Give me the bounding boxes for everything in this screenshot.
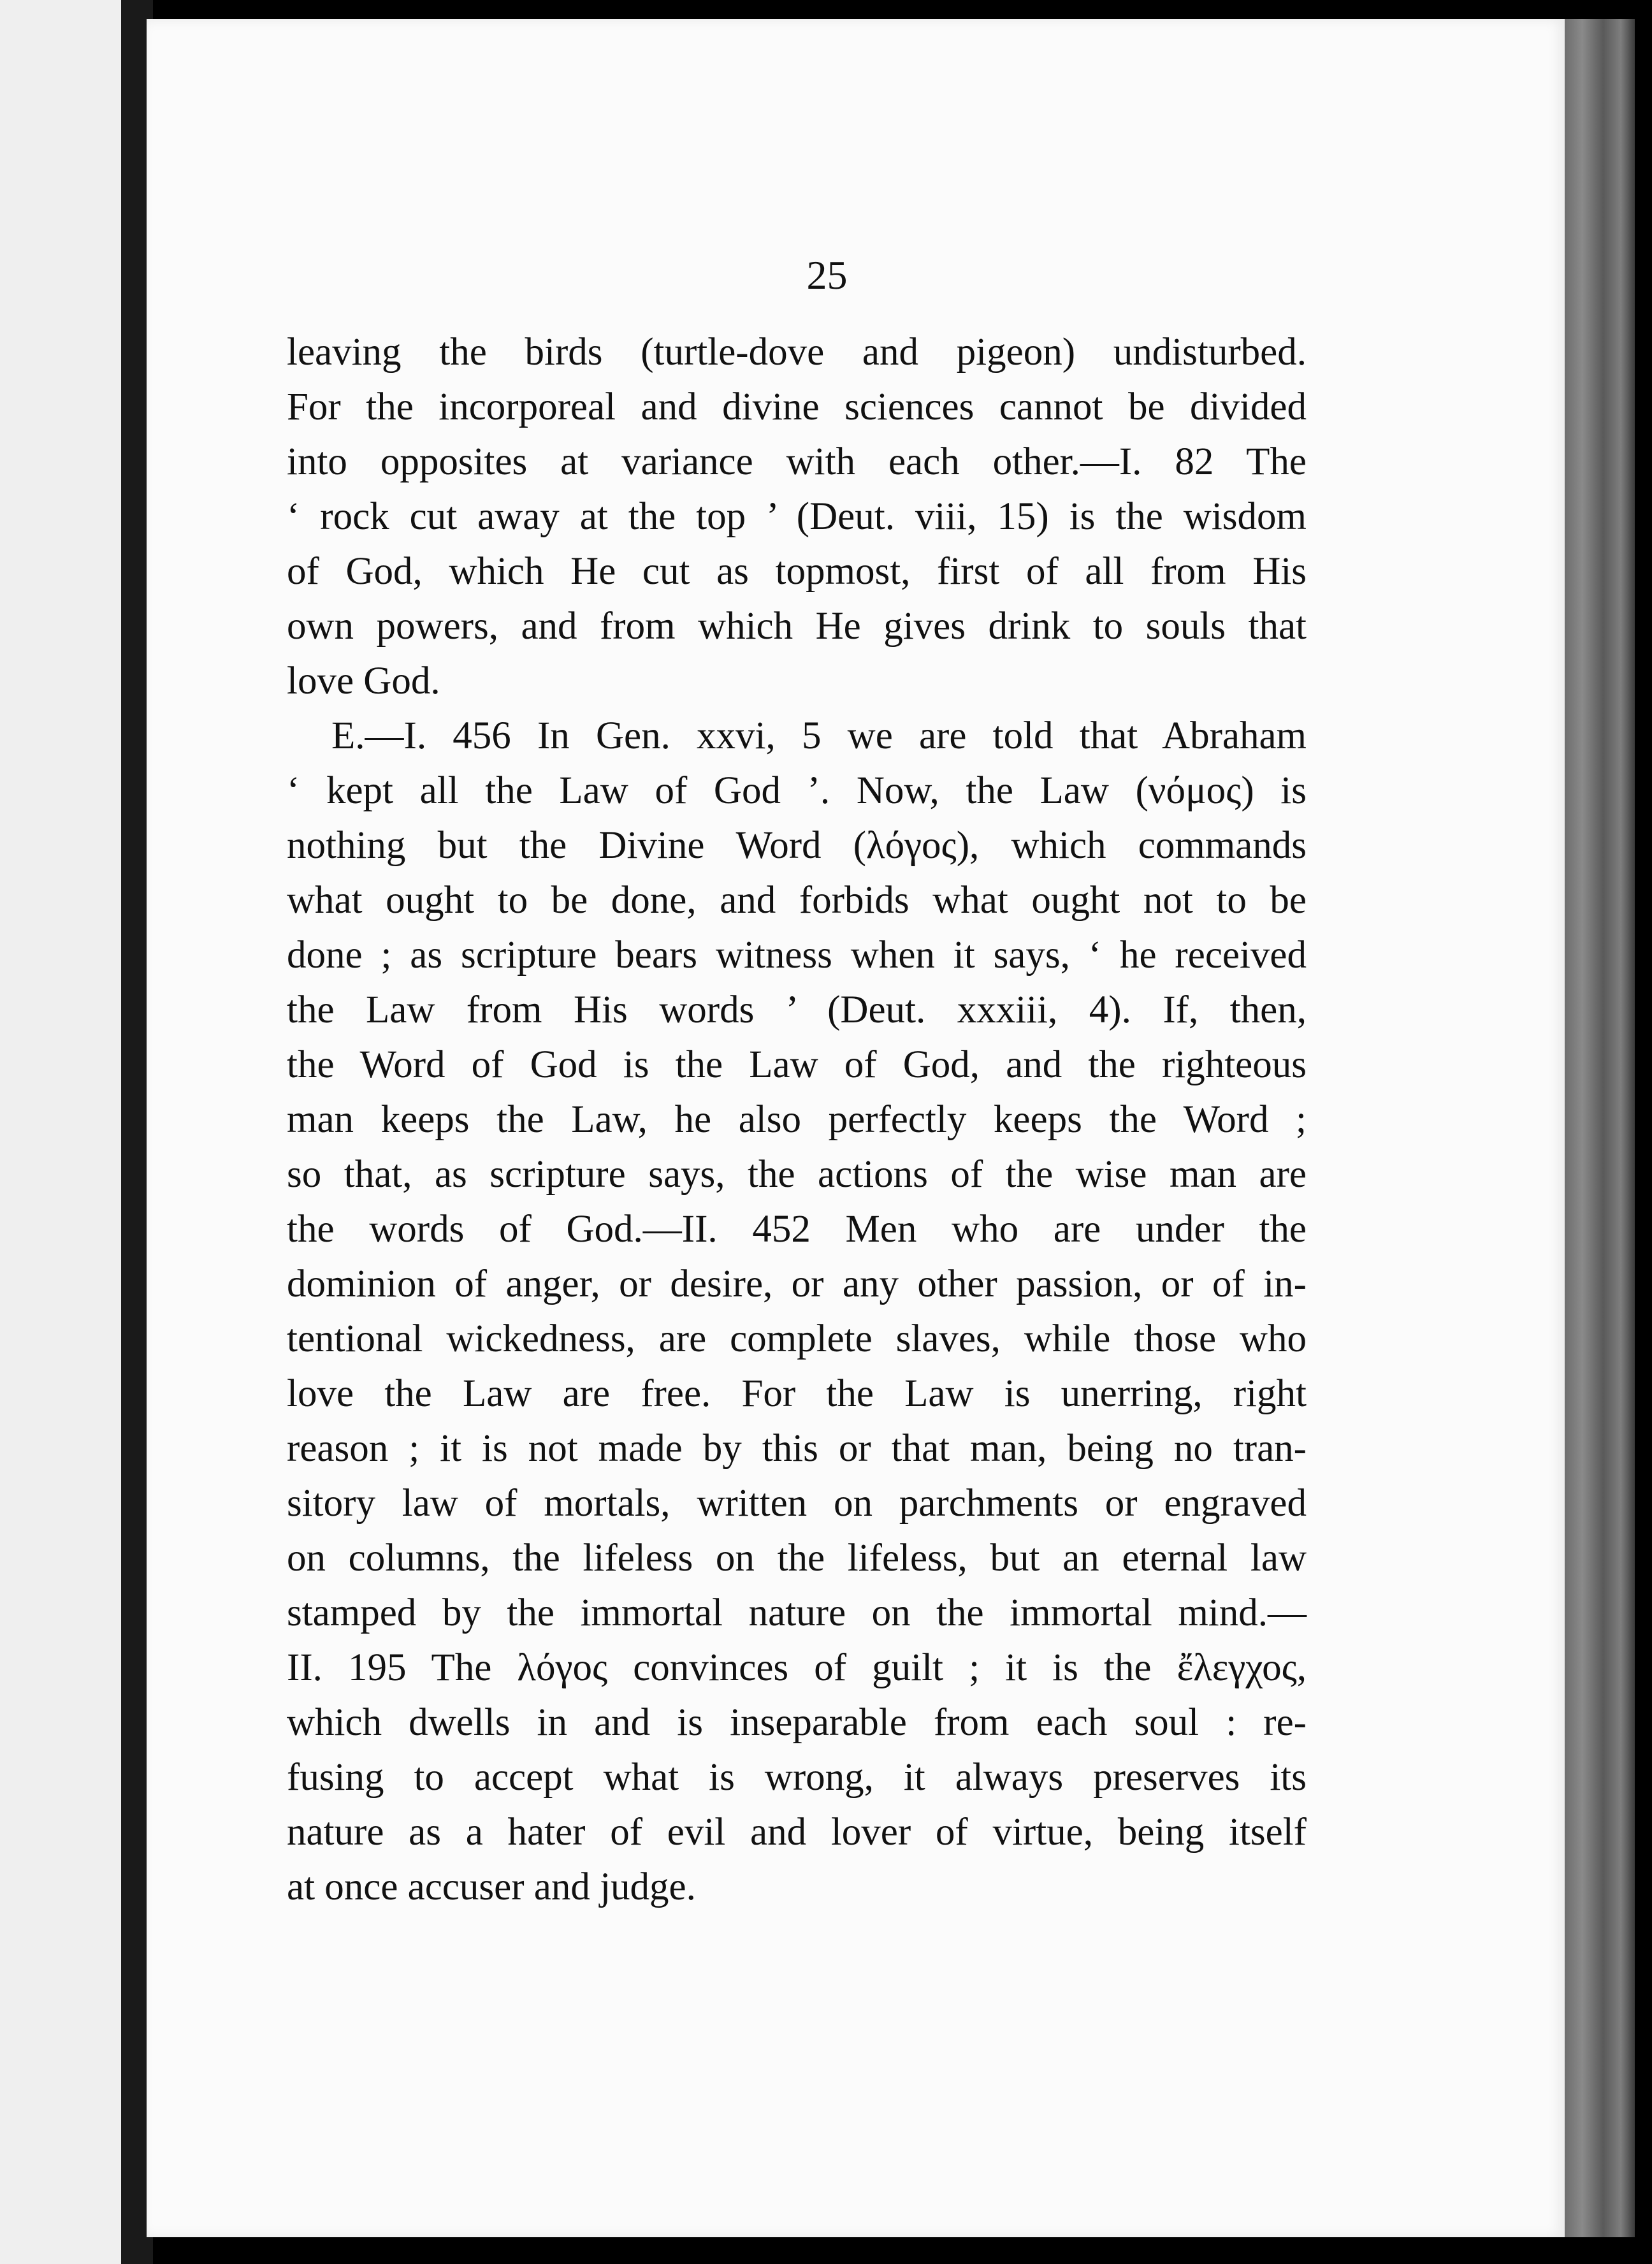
- text-line: at once accuser and judge.: [287, 1866, 696, 1908]
- text-line: ‘ kept all the Law of God ’. Now, the Law (νόμος) is: [287, 769, 1307, 812]
- text-line: the Law from His words ’ (Deut. xxxiii, 4). If, then,: [287, 989, 1307, 1031]
- facing-page-edge: [0, 0, 121, 2264]
- text-line: the Word of God is the Law of God, and the righteous: [287, 1043, 1307, 1086]
- page-stack-edge: [1565, 19, 1635, 2237]
- text-line: own powers, and from which He gives drink to souls that: [287, 605, 1307, 648]
- text-line: II. 195 The λόγος convinces of guilt ; it is the ἔλεγχος,: [287, 1646, 1307, 1689]
- text-line: tentional wickedness, are complete slaves, while those who: [287, 1317, 1307, 1360]
- text-line: dominion of anger, or desire, or any other passion, or of in-: [287, 1263, 1307, 1305]
- text-line: into opposites at variance with each other.—I. 82 The: [287, 440, 1307, 483]
- body-text: [287, 325, 1307, 1915]
- text-line: done ; as scripture bears witness when it says, ‘ he received: [287, 934, 1307, 976]
- book-page: [147, 19, 1565, 2237]
- text-line: nature as a hater of evil and lover of virtue, being itself: [287, 1811, 1307, 1854]
- text-line: leaving the birds (turtle-dove and pigeon) undisturbed.: [287, 331, 1307, 374]
- page-number: 25: [806, 252, 848, 298]
- text-line: stamped by the immortal nature on the immortal mind.—: [287, 1592, 1307, 1634]
- text-line: E.—I. 456 In Gen. xxvi, 5 we are told that Abraham: [331, 715, 1307, 757]
- text-line: man keeps the Law, he also perfectly keeps the Word ;: [287, 1098, 1307, 1141]
- text-line: on columns, the lifeless on the lifeless, but an eternal law: [287, 1537, 1307, 1579]
- text-line: nothing but the Divine Word (λόγος), which commands: [287, 824, 1307, 867]
- text-line: sitory law of mortals, written on parchments or engraved: [287, 1482, 1307, 1525]
- text-line: love God.: [287, 660, 440, 702]
- text-line: so that, as scripture says, the actions of the wise man are: [287, 1153, 1307, 1196]
- text-line: ‘ rock cut away at the top ’ (Deut. viii, 15) is the wisdom: [287, 495, 1307, 538]
- text-line: reason ; it is not made by this or that man, being no tran-: [287, 1427, 1307, 1470]
- text-line: For the incorporeal and divine sciences cannot be divided: [287, 386, 1307, 428]
- text-line: love the Law are free. For the Law is unerring, right: [287, 1372, 1307, 1415]
- text-line: what ought to be done, and forbids what ought not to be: [287, 879, 1307, 922]
- text-line: which dwells in and is inseparable from each soul : re-: [287, 1701, 1307, 1744]
- text-line: the words of God.—II. 452 Men who are under the: [287, 1208, 1307, 1251]
- text-line: of God, which He cut as topmost, first of all from His: [287, 550, 1307, 593]
- text-line: fusing to accept what is wrong, it always preserves its: [287, 1756, 1307, 1799]
